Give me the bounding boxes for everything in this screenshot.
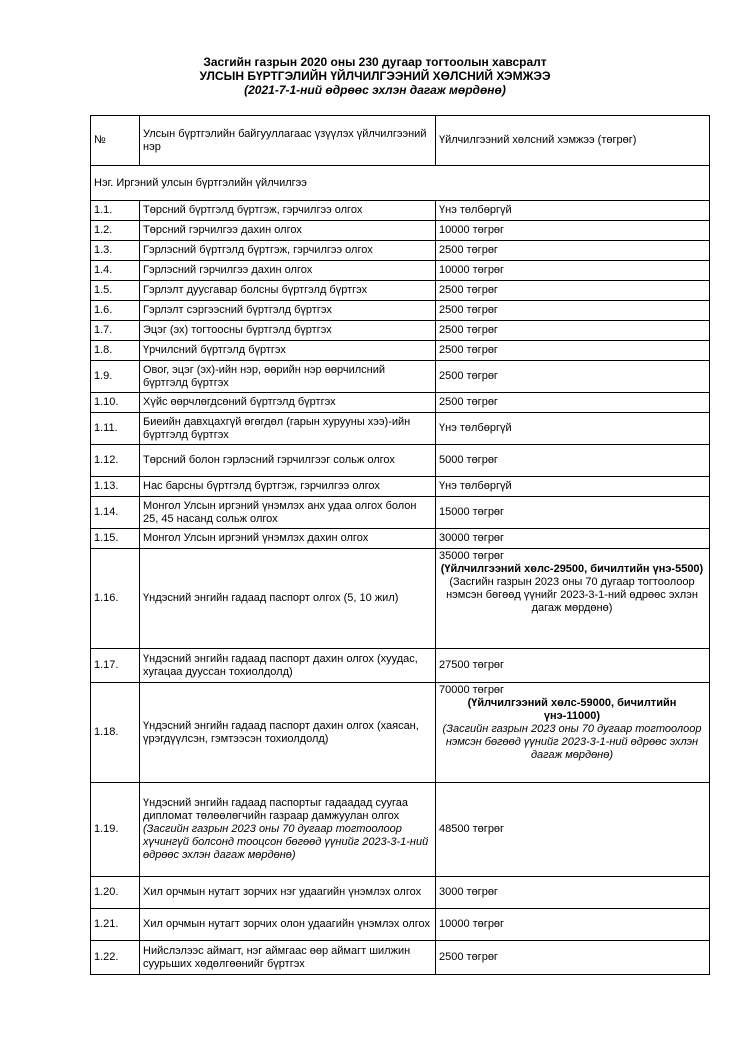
service-name-cell <box>140 201 436 221</box>
service-name-cell <box>140 477 436 497</box>
service-name-cell <box>140 301 436 321</box>
header-no: № <box>91 116 140 166</box>
service-name-cell <box>140 649 436 683</box>
service-name: Эцэг (эх) тогтоосны бүртгэлд бүртгэх <box>143 324 332 336</box>
service-name-cell <box>140 393 436 413</box>
fee-cell <box>436 649 710 683</box>
service-name: Хил орчмын нутагт зорчих олон удаагийн үнэмлэх олгох <box>143 918 430 930</box>
fee-cell <box>436 321 710 341</box>
service-name: Төрсний болон гэрлэсний гэрчилгээг сольж олгох <box>143 454 395 466</box>
service-name: Гэрлэлт дуусгавар болсны бүртгэлд бүртгэх <box>143 284 368 296</box>
section-title: Нэг. Иргэний улсын бүртгэлийн үйлчилгээ <box>91 166 710 201</box>
service-name: Үндэсний энгийн гадаад паспорт олгох (5, 10 жил) <box>143 592 399 604</box>
fee-amount: 10000 төгрөг <box>439 264 505 276</box>
fee-cell <box>436 529 710 549</box>
row-number: 1.21. <box>91 909 140 941</box>
fee-breakdown: (Үйлчилгээний хөлс-29500, бичилтийн үнэ-5500) <box>440 563 704 575</box>
fee-amount: Үнэ төлбөргүй <box>439 422 512 434</box>
service-name-cell <box>140 941 436 975</box>
service-name-cell <box>140 549 436 649</box>
service-name: Үрчилсний бүртгэлд бүртгэх <box>143 344 286 356</box>
fee-cell <box>436 683 710 783</box>
fee-cell <box>436 783 710 877</box>
fee-amount: 2500 төгрөг <box>439 324 498 336</box>
service-name: Төрсний гэрчилгээ дахин олгох <box>143 224 302 236</box>
service-name: Овог, эцэг (эх)-ийн нэр, өөрийн нэр өөрчилсний бүртгэлд бүртгэх <box>143 363 385 389</box>
service-name-cell <box>140 783 436 877</box>
header-fee: Үйлчилгээний хөлсний хэмжээ (төгрөг) <box>436 116 710 166</box>
row-number: 1.16. <box>91 549 140 649</box>
row-number: 1.14. <box>91 497 140 529</box>
fee-cell <box>436 877 710 909</box>
fee-amount: 27500 төгрөг <box>439 659 505 671</box>
table-row <box>91 877 710 909</box>
service-name: Хүйс өөрчлөгдсөний бүртгэлд бүртгэх <box>143 396 336 408</box>
service-name-cell <box>140 445 436 477</box>
service-name-cell <box>140 361 436 393</box>
fee-amount: 5000 төгрөг <box>439 454 498 466</box>
fee-amount: 30000 төгрөг <box>439 532 505 544</box>
fee-cell <box>436 941 710 975</box>
table-row <box>91 683 710 783</box>
fee-cell <box>436 361 710 393</box>
fee-note: (Засгийн газрын 2023 оны 70 дугаар тогтоолоор нэмсэн бөгөөд үүнийг 2023-3-1-ний өдрөөс эхлэн дагаж мөрдөнө) <box>446 576 698 614</box>
fee-cell <box>436 261 710 281</box>
row-number: 1.22. <box>91 941 140 975</box>
service-name-cell <box>140 909 436 941</box>
table-row <box>91 413 710 445</box>
fee-amount: 2500 төгрөг <box>439 284 498 296</box>
table-row <box>91 361 710 393</box>
doc-title-line1: Засгийн газрын 2020 оны 230 дугаар тогтоолын хавсралт <box>203 55 547 69</box>
fee-cell <box>436 221 710 241</box>
fee-cell <box>436 549 710 649</box>
fee-cell <box>436 909 710 941</box>
service-name-cell <box>140 261 436 281</box>
service-name-cell <box>140 281 436 301</box>
row-number: 1.13. <box>91 477 140 497</box>
service-name-cell <box>140 877 436 909</box>
table-header-row <box>91 116 710 166</box>
service-name: Төрсний бүртгэлд бүртгэж, гэрчилгээ олгох <box>143 204 363 216</box>
row-number: 1.5. <box>91 281 140 301</box>
row-number: 1.12. <box>91 445 140 477</box>
row-number: 1.10. <box>91 393 140 413</box>
service-name-cell <box>140 683 436 783</box>
row-number: 1.15. <box>91 529 140 549</box>
row-number: 1.11. <box>91 413 140 445</box>
row-number: 1.4. <box>91 261 140 281</box>
fee-amount: 2500 төгрөг <box>439 244 498 256</box>
service-name-cell <box>140 413 436 445</box>
service-name-cell <box>140 341 436 361</box>
table-row <box>91 649 710 683</box>
fee-cell <box>436 241 710 261</box>
fee-amount: 35000 төгрөг <box>439 550 505 562</box>
row-number: 1.2. <box>91 221 140 241</box>
fee-cell <box>436 445 710 477</box>
row-number: 1.6. <box>91 301 140 321</box>
fee-cell <box>436 201 710 221</box>
service-name: Нийслэлээс аймагт, нэг аймгаас өөр аймагт шилжин суурьших хөдөлгөөнийг бүртгэх <box>143 944 411 970</box>
service-name: Биеийн давхцахгүй өгөгдөл (гарын хурууны хээ)-ийн бүртгэлд бүртгэх <box>143 415 411 441</box>
fee-table <box>90 115 710 975</box>
service-name-cell <box>140 529 436 549</box>
fee-amount: Үнэ төлбөргүй <box>439 480 512 492</box>
service-name: Хил орчмын нутагт зорчих нэг удаагийн үнэмлэх олгох <box>143 886 422 898</box>
service-name: Нас барсны бүртгэлд бүртгэж, гэрчилгээ олгох <box>143 480 380 492</box>
fee-amount: 2500 төгрөг <box>439 344 498 356</box>
fee-breakdown: (Үйлчилгээний хөлс-59000, бичилтийн үнэ-11000) <box>467 697 677 722</box>
fee-cell <box>436 497 710 529</box>
service-name-cell <box>140 241 436 261</box>
table-row <box>91 393 710 413</box>
row-number: 1.1. <box>91 201 140 221</box>
service-name: Үндэсний энгийн гадаад паспорт дахин олгох (хуудас, хугацаа дууссан тохиолдолд) <box>143 652 418 678</box>
table-row <box>91 241 710 261</box>
fee-amount: 15000 төгрөг <box>439 506 505 518</box>
fee-amount: 48500 төгрөг <box>439 823 505 835</box>
header-name: Улсын бүртгэлийн байгууллагаас үзүүлэх үйлчилгээний нэр <box>140 116 436 166</box>
fee-amount: 10000 төгрөг <box>439 224 505 236</box>
fee-amount: 2500 төгрөг <box>439 370 498 382</box>
fee-cell <box>436 477 710 497</box>
service-name: Үндэсний энгийн гадаад паспорт дахин олгох (хаясан, үрэгдүүлсэн, гэмтээсэн тохиолдолд) <box>143 719 419 745</box>
fee-cell <box>436 281 710 301</box>
service-name-cell <box>140 321 436 341</box>
fee-amount: 2500 төгрөг <box>439 304 498 316</box>
fee-amount: Үнэ төлбөргүй <box>439 204 512 216</box>
table-row <box>91 783 710 877</box>
table-row <box>91 261 710 281</box>
table-row <box>91 221 710 241</box>
table-row <box>91 549 710 649</box>
service-name: Гэрлэсний бүртгэлд бүртгэж, гэрчилгээ олгох <box>143 244 373 256</box>
table-row <box>91 477 710 497</box>
fee-amount: 2500 төгрөг <box>439 951 498 963</box>
fee-amount: 70000 төгрөг <box>439 684 505 696</box>
row-number: 1.18. <box>91 683 140 783</box>
table-row <box>91 341 710 361</box>
table-row <box>91 201 710 221</box>
fee-amount: 3000 төгрөг <box>439 886 498 898</box>
row-number: 1.19. <box>91 783 140 877</box>
doc-title-line2: УЛСЫН БҮРТГЭЛИЙН ҮЙЛЧИЛГЭЭНИЙ ХӨЛСНИЙ ХЭМЖЭЭ <box>199 69 551 83</box>
service-name: Үндэсний энгийн гадаад паспортыг гадаадад суугаа дипломат төлөөлөгчийн газраар дамжуулан олгох <box>143 797 408 822</box>
table-row <box>91 529 710 549</box>
service-name: Монгол Улсын иргэний үнэмлэх дахин олгох <box>143 532 369 544</box>
table-row <box>91 321 710 341</box>
row-number: 1.3. <box>91 241 140 261</box>
service-name-cell <box>140 497 436 529</box>
table-row <box>91 497 710 529</box>
table-row <box>91 909 710 941</box>
row-number: 1.17. <box>91 649 140 683</box>
service-name: Монгол Улсын иргэний үнэмлэх анх удаа олгох болон 25, 45 насанд сольж олгох <box>143 499 417 525</box>
service-name-cell <box>140 221 436 241</box>
doc-title-line3: (2021-7-1-ний өдрөөс эхлэн дагаж мөрдөнө) <box>244 83 506 97</box>
fee-amount: 10000 төгрөг <box>439 918 505 930</box>
fee-cell <box>436 393 710 413</box>
row-number: 1.20. <box>91 877 140 909</box>
table-row <box>91 445 710 477</box>
row-number: 1.9. <box>91 361 140 393</box>
table-row <box>91 301 710 321</box>
section-row <box>91 166 710 201</box>
fee-note: (Засгийн газрын 2023 оны 70 дугаар тогтоолоор нэмсэн бөгөөд үүнийг 2023-3-1-ний өдрөөс эхлэн дагаж мөрдөнө) <box>442 723 702 761</box>
table-row <box>91 941 710 975</box>
fee-amount: 2500 төгрөг <box>439 396 498 408</box>
service-name: Гэрлэсний гэрчилгээ дахин олгох <box>143 264 313 276</box>
fee-cell <box>436 413 710 445</box>
fee-cell <box>436 301 710 321</box>
service-name-note: (Засгийн газрын 2023 оны 70 дугаар тогтоолоор хүчингүй болсонд тооцсон бөгөөд үүнийг 2023-3-1-ний өдрөөс эхлэн дагаж мөрдөнө) <box>143 823 429 861</box>
fee-cell <box>436 341 710 361</box>
service-name: Гэрлэлт сэргээсний бүртгэлд бүртгэх <box>143 304 332 316</box>
row-number: 1.7. <box>91 321 140 341</box>
row-number: 1.8. <box>91 341 140 361</box>
table-row <box>91 281 710 301</box>
